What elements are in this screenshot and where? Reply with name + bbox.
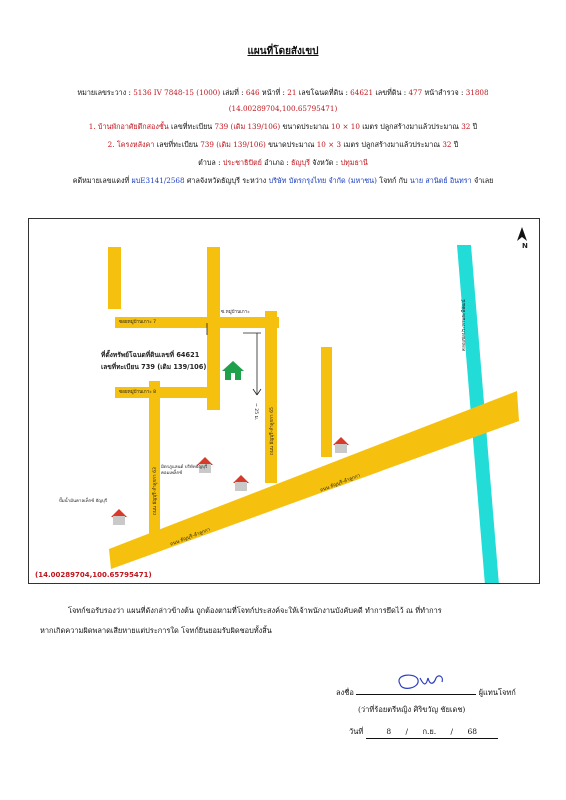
map-coordinates: (14.00289704,100.65795471): [35, 571, 152, 579]
road-left: [149, 381, 160, 541]
road-diag-label-1: ถนน ธัญบุรี-ลำลูกกา: [319, 473, 362, 494]
page-value: 21: [287, 88, 297, 97]
date-field: 8 / ก.ย. / 68: [366, 726, 498, 739]
sheet-value: 5136 IV 7848-15 (1000): [133, 88, 221, 97]
landmark-house-icon-4: [333, 437, 349, 453]
signature-line: ลงชื่อ ผู้แทนโจทก์: [336, 684, 516, 699]
deed-number-label: เลขโฉนดที่ดิน :: [298, 88, 348, 97]
road-diag-label-2: ถนน ธัญบุรี-ลำลูกกา: [169, 527, 212, 548]
case-line: คดีหมายเลขแดงที่ ผบE3141/2568 ศาลจังหวัดธัญบุรี ระหว่าง บริษัท บัตรกรุงไทย จำกัด (มหาชน) โจทก์ กับ นาย สานิตย์ อินทรา จำเลย: [72, 176, 494, 185]
book-label: เล่มที่ :: [222, 88, 244, 97]
property-label-1: ที่ตั้งทรัพย์โฉนดที่ดินเลขที่ 64621: [101, 351, 200, 359]
date-month: ก.ย.: [422, 727, 437, 736]
building-item-1: 1. บ้านพักอาศัยตึกสองชั้น เลขที่ทะเบียน 739 (เดิม 139/106) ขนาดประมาณ 10 × 10 เมตร ปลูกสร้างมาแล้วประมาณ 32 ปี: [88, 122, 478, 131]
road-left-label: ถนน ธัญบุรี-ลำลูกกา 63: [153, 467, 158, 515]
sheet-label: หมายเลขระวาง :: [77, 88, 131, 97]
landmark-house-icon-1: [233, 475, 249, 491]
survey-page-label: หน้าสำรวจ :: [424, 88, 464, 97]
case-number: ผบE3141/2568: [131, 176, 185, 185]
soi-top-label: ซ.หมู่บ้านเกาะ: [221, 310, 250, 315]
coordinates-header: (14.00289704,100.65795471): [228, 104, 338, 113]
building-item-2: 2. โครงหลังคา เลขที่ทะเบียน 739 (เดิม 139/106) ขนาดประมาณ 10 × 3 เมตร ปลูกสร้างมาแล้วประมาณ 32 ปี: [107, 140, 459, 149]
location-map: [28, 218, 540, 584]
date-day: 8: [386, 727, 392, 736]
location-line: ตำบล : ประชาธิปัตย์ อำเภอ : ธัญบุรี จังหวัด : ปทุมธานี: [198, 158, 368, 167]
survey-page-value: 31808: [465, 88, 489, 97]
plaintiff-name: บริษัท บัตรกรุงไทย จำกัด (มหาชน): [268, 176, 377, 185]
deed-info-line: [0, 88, 566, 99]
document-title: แผนที่โดยสังเขป: [247, 46, 319, 57]
deed-number-value: 64621: [350, 88, 374, 97]
north-arrow-icon: [517, 227, 527, 241]
defendant-name: นาย สานิตย์ อินทรา: [409, 176, 472, 185]
signature-scribble: [392, 672, 452, 692]
date-line: วันที่ 8 / ก.ย. / 68: [349, 726, 498, 739]
road-mid-label: ถนน ธัญบุรี-ลำลูกกา 65: [270, 407, 275, 455]
distance-label: ~ 25 ม.: [253, 403, 258, 421]
signature-field: [356, 684, 476, 695]
certification-line-1: โจทก์ขอรับรองว่า แผนที่ดังกล่าวข้างต้น ถูกต้องตามที่โจทก์ประสงค์จะให้เจ้าพนักงานบังคับคดี ทำการยึดไว้ ณ ที่ทำการ: [68, 606, 442, 615]
canal-label: คลองชลประทานระพีพัฒน์: [462, 299, 467, 351]
road-mid: [265, 311, 277, 483]
page-label: หน้าที่ :: [261, 88, 285, 97]
map-drawing: [29, 219, 540, 584]
signer-name: (ว่าที่ร้อยตรีหญิง ศิริขวัญ ชัยเดช): [358, 705, 466, 714]
book-value: 646: [245, 88, 260, 97]
property-label-2: เลขที่ทะเบียน 739 (เดิม 139/106): [101, 363, 207, 371]
property-house-icon: [222, 361, 244, 380]
land-number-label: เลขที่ดิน :: [375, 88, 407, 97]
landmark-house-icon-3: [111, 509, 127, 525]
date-year: 68: [467, 727, 478, 736]
landmark-label-2: ปั๊มน้ำมันคาลเท็กซ์ ธัญบุรี: [59, 499, 108, 504]
road-center-vertical: [207, 247, 220, 410]
road-left-top: [108, 247, 121, 309]
north-label: N: [522, 242, 528, 250]
landmark-label-1: มิตรภูแลนด์ บริษัทธัญบุรี คอมเพล็กซ์: [161, 465, 208, 476]
soi-8-label: ซอยหมู่บ้านเกาะ 8: [119, 390, 157, 395]
land-number-value: 477: [408, 88, 423, 97]
certification-line-2: หากเกิดความผิดพลาดเสียหายแต่ประการใด โจทก์ยินยอมรับผิดชอบทั้งสิ้น: [40, 626, 272, 635]
road-right: [321, 347, 332, 457]
soi-7-label: ซอยหมู่บ้านเกาะ 7: [119, 320, 157, 325]
